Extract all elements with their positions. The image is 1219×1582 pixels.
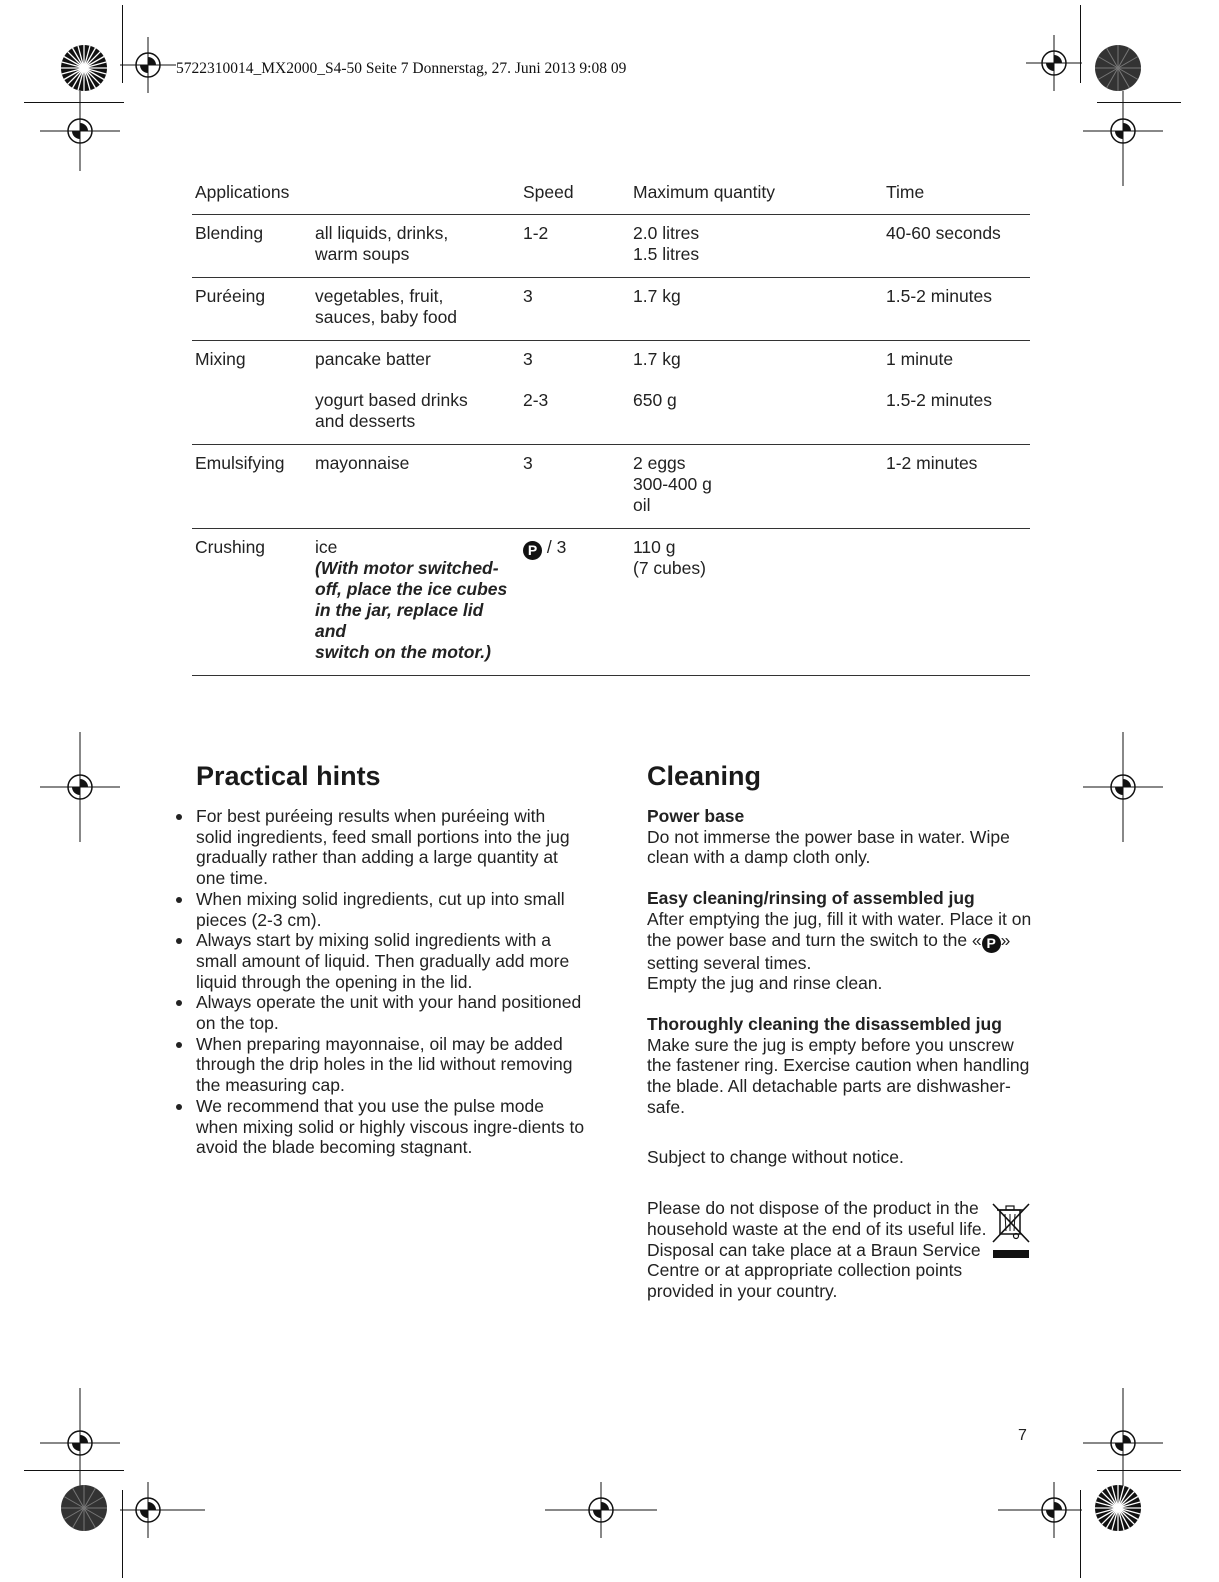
quantity-value: 2 eggs 300-400 g oil [630, 445, 883, 529]
table-row-emulsifying [192, 445, 1030, 529]
thorough-cleaning-heading: Thoroughly cleaning the disassembled jug [647, 1013, 1002, 1034]
cleaning-title: Cleaning [647, 761, 762, 791]
time-value: 40-60 seconds [883, 215, 1030, 278]
cleaning-section [647, 760, 1032, 1302]
table-row-pureeing [192, 278, 1030, 341]
registration-target-icon [1083, 1388, 1163, 1498]
table-row-crushing [192, 529, 1030, 676]
registration-target-icon [120, 37, 176, 93]
disposal-text: Please do not dispose of the product in the household waste at the end of its useful life. Disposal can take place at a Braun Service Centre or at appropriate collection points provided in your country. [647, 1198, 987, 1301]
print-slug: 5722310014_MX2000_S4-50 Seite 7 Donnerstag, 27. Juni 2013 9:08 09 [176, 60, 627, 77]
time-value: 1.5-2 minutes [883, 278, 1030, 341]
time-value: 1.5-2 minutes [883, 370, 1030, 445]
registration-target-icon [120, 1482, 205, 1538]
registration-target-icon [1026, 35, 1082, 91]
registration-target-icon [1083, 91, 1163, 186]
pulse-symbol-icon: P [523, 541, 542, 560]
quantity-value: 650 g [630, 370, 883, 445]
list-item: When mixing solid ingredients, cut up into small pieces (2-3 cm). [196, 889, 586, 930]
crushing-note: (With motor switched- off, place the ice cubes in the jar, replace lid and switch on the motor.) [315, 558, 508, 662]
time-value: 1-2 minutes [883, 445, 1030, 529]
application-name: Mixing [195, 349, 246, 369]
speed-value: 2-3 [520, 370, 630, 445]
application-description: vegetables, fruit, sauces, baby food [312, 278, 520, 341]
speed-value: 3 [520, 445, 630, 529]
easy-cleaning-heading: Easy cleaning/rinsing of assembled jug [647, 888, 975, 909]
application-name: Puréeing [192, 278, 312, 341]
time-value [883, 529, 1030, 676]
application-description: yogurt based drinks and desserts [312, 370, 520, 445]
quantity-value: 1.7 kg [633, 349, 681, 369]
list-item: We recommend that you use the pulse mode when mixing solid or highly viscous ingre-dients to avoid the blade becoming stagnant. [196, 1095, 585, 1158]
list-item: Always start by mixing solid ingredients with a small amount of liquid. Then gradually add more liquid through the opening in the lid. [196, 930, 586, 992]
quantity-value: 2.0 litres 1.5 litres [630, 215, 883, 278]
header-time: Time [883, 176, 1030, 215]
table-row-mixing [192, 341, 1030, 371]
disposal-notice [647, 1198, 1032, 1302]
speed-value: 1-2 [520, 215, 630, 278]
power-base-text: Do not immerse the power base in water. Wipe clean with a damp cloth only. [647, 826, 1010, 868]
application-description: all liquids, drinks, warm soups [312, 215, 520, 278]
registration-target-icon [40, 91, 120, 171]
header-quantity: Maximum quantity [630, 176, 883, 215]
speed-value: P / 3 [520, 529, 630, 676]
application-description: pancake batter [315, 349, 431, 369]
quantity-value: 1.7 kg [630, 278, 883, 341]
application-name: Crushing [192, 529, 312, 676]
hints-list [196, 806, 586, 1158]
thorough-cleaning-text: Make sure the jug is empty before you unscrew the fastener ring. Exercise caution when handling the blade. All detachable parts are dishwasher-safe. [647, 1034, 1030, 1117]
easy-cleaning-text: After emptying the jug, fill it with water. Place it on the power base and turn the switch to the « P » setting several times. Empty the jug and rinse clean. [647, 908, 1032, 994]
application-name: Emulsifying [192, 445, 312, 529]
application-description: ice (With motor switched- off, place the ice cubes in the jar, replace lid and switch on the motor.) [312, 529, 520, 676]
registration-target-icon [40, 732, 120, 842]
time-value: 1 minute [886, 349, 954, 369]
registration-target-icon [1083, 732, 1163, 842]
table-header-row [192, 176, 1030, 215]
practical-hints-title: Practical hints [196, 761, 381, 791]
registration-target-icon [545, 1482, 657, 1538]
table-row-blending [192, 215, 1030, 278]
starburst-print-mark-icon [60, 1484, 108, 1532]
registration-target-icon [40, 1388, 120, 1498]
starburst-print-mark-icon [1094, 1484, 1142, 1532]
speed-value: 3 [523, 349, 533, 369]
speed-value: 3 [520, 278, 630, 341]
list-item: Always operate the unit with your hand positioned on the top. [196, 992, 586, 1033]
change-notice: Subject to change without notice. [647, 1147, 904, 1168]
application-description: mayonnaise [312, 445, 520, 529]
list-item: When preparing mayonnaise, oil may be added through the drip holes in the lid without removing the measuring cap. [196, 1034, 586, 1096]
application-name: Blending [192, 215, 312, 278]
registration-target-icon [998, 1482, 1082, 1538]
pulse-symbol-icon: P [982, 934, 1001, 953]
list-item: For best puréeing results when puréeing with solid ingredients, feed small portions into the jug gradually rather than adding a large quantity at one time. [196, 806, 586, 889]
applications-table [192, 176, 1030, 676]
power-base-heading: Power base [647, 806, 745, 826]
page-number: 7 [1018, 1427, 1027, 1444]
header-applications: Applications [192, 176, 520, 215]
table-row-mixing-2 [192, 370, 1030, 445]
crossed-out-wheelie-bin-icon [991, 1202, 1031, 1260]
practical-hints-section [196, 760, 586, 1158]
quantity-value: 110 g (7 cubes) [630, 529, 883, 676]
starburst-print-mark-icon [60, 44, 108, 92]
header-speed: Speed [520, 176, 630, 215]
starburst-print-mark-icon [1094, 44, 1142, 92]
